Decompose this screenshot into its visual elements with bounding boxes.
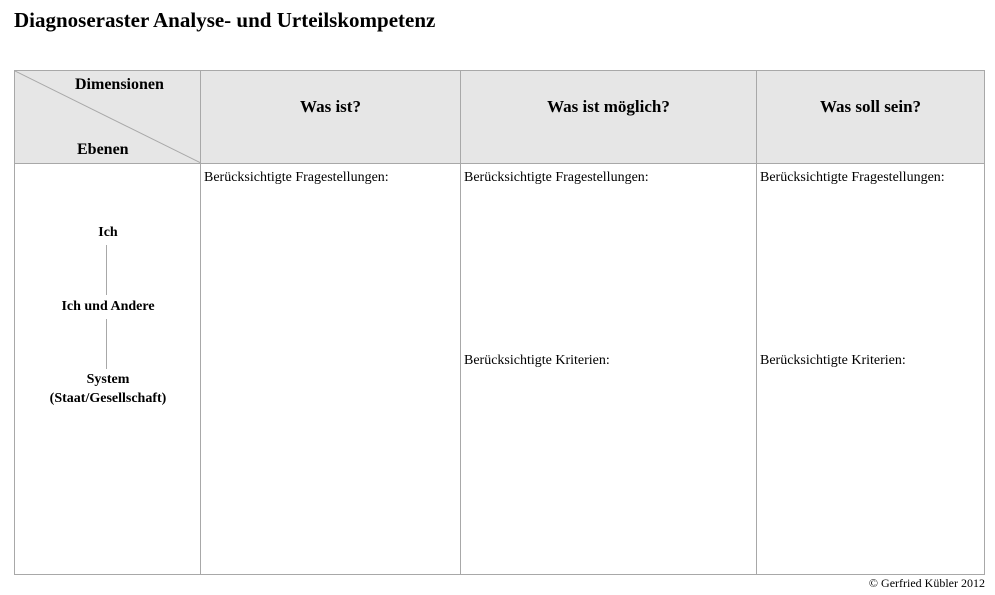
diagnosis-grid	[14, 70, 985, 575]
col2-criteria-label: Berücksichtigte Kriterien:	[464, 353, 610, 368]
levels-label: Ebenen	[77, 141, 129, 158]
column-header-was-ist: Was ist?	[300, 97, 361, 116]
dimensions-label: Dimensionen	[75, 76, 164, 93]
col3-criteria-label: Berücksichtigte Kriterien:	[760, 353, 906, 368]
level-connector	[106, 319, 107, 369]
level-system: System (Staat/Gesellschaft)	[49, 372, 167, 406]
col1-questions-label: Berücksichtigte Fragestellungen:	[204, 170, 389, 185]
column-divider	[460, 71, 461, 574]
column-divider	[756, 71, 757, 574]
copyright-notice: © Gerfried Kübler 2012	[868, 576, 985, 590]
page-title: Diagnoseraster Analyse- und Urteilskompetenz	[14, 8, 436, 32]
column-header-was-soll-sein: Was soll sein?	[819, 97, 922, 116]
col2-questions-label: Berücksichtigte Fragestellungen:	[464, 170, 649, 185]
column-divider	[200, 71, 201, 574]
col3-questions-label: Berücksichtigte Fragestellungen:	[760, 170, 945, 185]
column-header-was-ist-moeglich: Was ist möglich?	[547, 97, 670, 116]
level-connector	[106, 245, 107, 295]
level-ich: Ich	[98, 225, 118, 240]
level-ich-und-andere: Ich und Andere	[61, 299, 155, 314]
